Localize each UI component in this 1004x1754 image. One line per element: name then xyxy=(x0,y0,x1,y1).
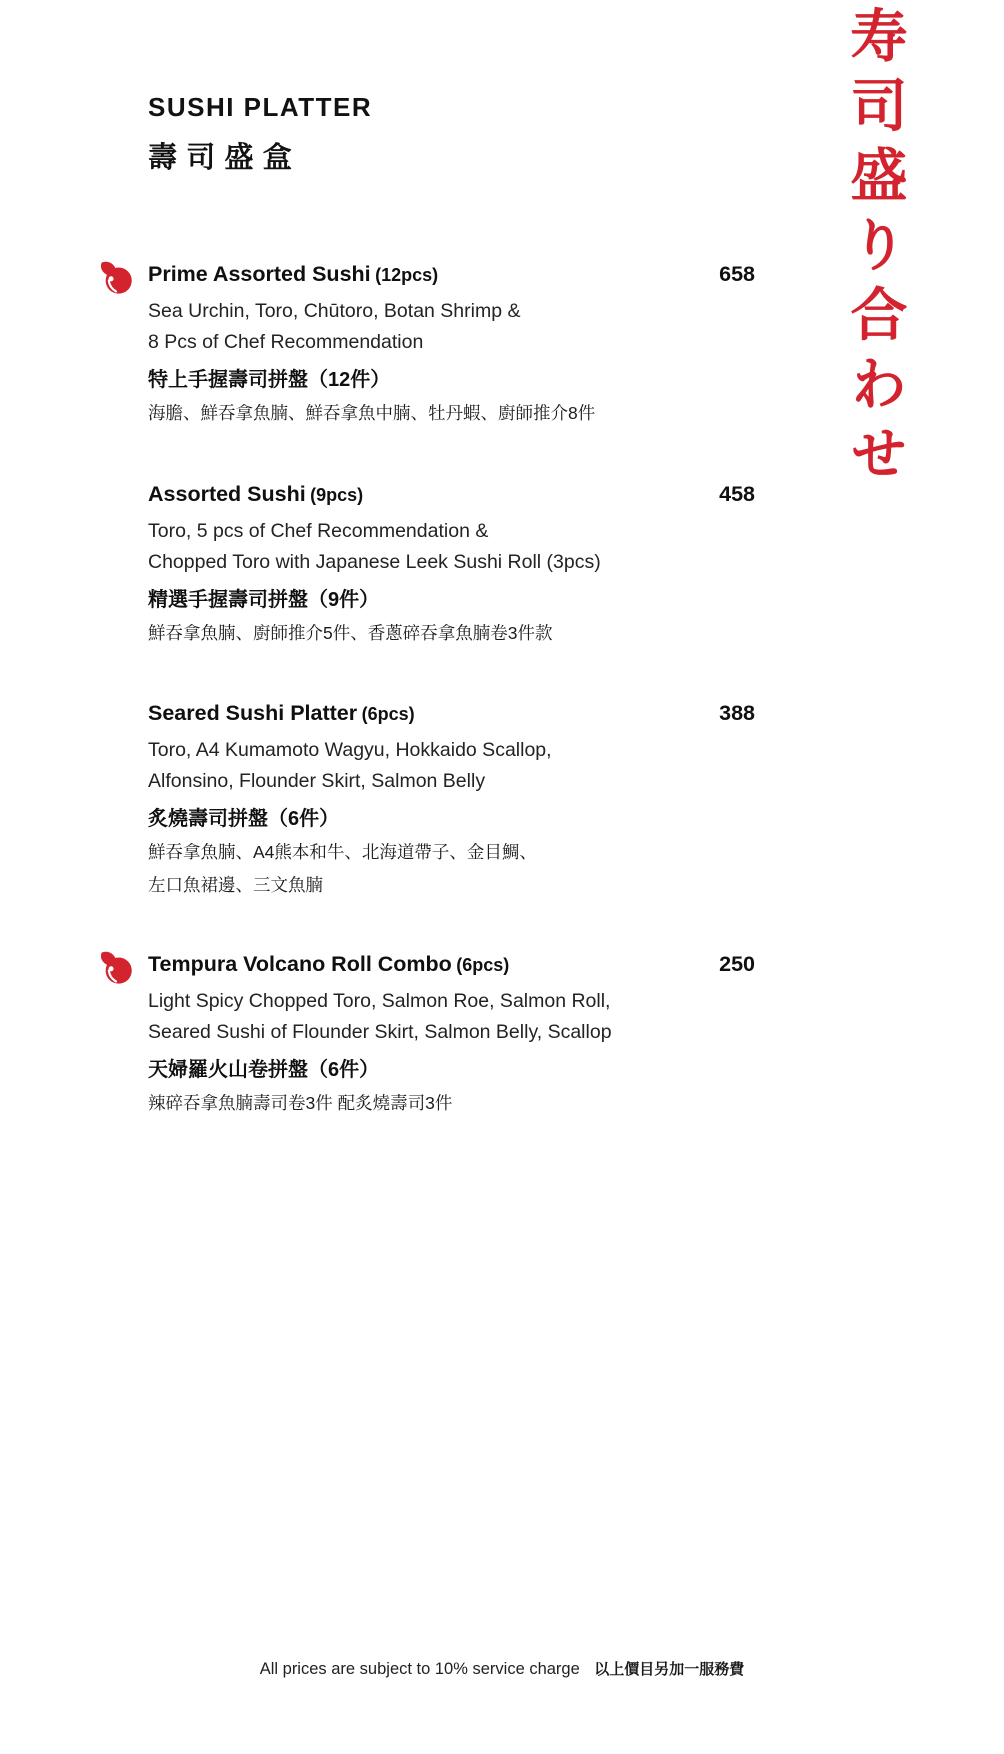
item-price: 658 xyxy=(719,262,755,286)
item-heading-row xyxy=(148,952,755,977)
vertical-japanese-banner: 寿司盛り合わせ xyxy=(842,6,906,493)
item-name-chinese: 特上手握壽司拼盤（12件） xyxy=(148,369,391,391)
item-name: Prime Assorted Sushi (12pcs) xyxy=(148,262,439,286)
item-heading-row xyxy=(148,262,755,287)
item-description-line: Sea Urchin, Toro, Chūtoro, Botan Shrimp & xyxy=(148,300,521,322)
item-description-chinese: 左口魚裙邊、三文魚腩 xyxy=(148,875,323,895)
menu-item xyxy=(148,952,755,1120)
item-pieces: (6pcs) xyxy=(361,704,415,724)
item-name: Tempura Volcano Roll Combo (6pcs) xyxy=(148,952,510,976)
service-charge-note xyxy=(0,1658,1004,1679)
item-price: 388 xyxy=(719,701,755,725)
item-description-line: Light Spicy Chopped Toro, Salmon Roe, Salmon Roll, xyxy=(148,990,611,1012)
item-name-chinese: 炙燒壽司拼盤（6件） xyxy=(148,808,340,830)
item-heading-row xyxy=(148,701,755,726)
item-description-line: Toro, 5 pcs of Chef Recommendation & xyxy=(148,520,489,542)
item-description-chinese: 辣碎吞拿魚腩壽司卷3件 配炙燒壽司3件 xyxy=(148,1093,453,1113)
item-description-line: Seared Sushi of Flounder Skirt, Salmon Belly, Scallop xyxy=(148,1021,612,1043)
item-description-line: Alfonsino, Flounder Skirt, Salmon Belly xyxy=(148,770,486,792)
item-description-line: 8 Pcs of Chef Recommendation xyxy=(148,331,424,353)
service-charge-note-en: All prices are subject to 10% service charge xyxy=(259,1660,580,1678)
fish-icon xyxy=(98,949,134,985)
item-pieces: (12pcs) xyxy=(375,265,439,285)
item-heading-row xyxy=(148,482,755,507)
menu-item xyxy=(148,482,755,650)
item-name-chinese: 精選手握壽司拼盤（9件） xyxy=(148,589,380,611)
item-description-line: Toro, A4 Kumamoto Wagyu, Hokkaido Scallop, xyxy=(148,739,552,761)
item-price: 250 xyxy=(719,952,755,976)
page-title-block xyxy=(148,92,372,176)
item-name: Seared Sushi Platter (6pcs) xyxy=(148,701,415,725)
menu-item xyxy=(148,701,755,902)
fish-icon xyxy=(98,259,134,295)
service-charge-note-zh: 以上價目另加一服務費 xyxy=(594,1661,745,1678)
item-name: Assorted Sushi (9pcs) xyxy=(148,482,364,506)
item-price: 458 xyxy=(719,482,755,506)
item-pieces: (9pcs) xyxy=(310,485,364,505)
menu-item xyxy=(148,262,755,430)
item-pieces: (6pcs) xyxy=(456,955,510,975)
page-title-chinese: 壽司盛盒 xyxy=(148,142,302,174)
page-title: SUSHI PLATTER xyxy=(148,92,373,122)
item-description-line: Chopped Toro with Japanese Leek Sushi Roll (3pcs) xyxy=(148,551,601,573)
item-description-chinese: 鮮吞拿魚腩、A4熊本和牛、北海道帶子、金目鯛、 xyxy=(148,842,537,862)
item-description-chinese: 海膽、鮮吞拿魚腩、鮮吞拿魚中腩、牡丹蝦、廚師推介8件 xyxy=(148,403,596,423)
item-description-chinese: 鮮吞拿魚腩、廚師推介5件、香蔥碎吞拿魚腩卷3件款 xyxy=(148,623,553,643)
item-name-chinese: 天婦羅火山卷拼盤（6件） xyxy=(148,1059,380,1081)
